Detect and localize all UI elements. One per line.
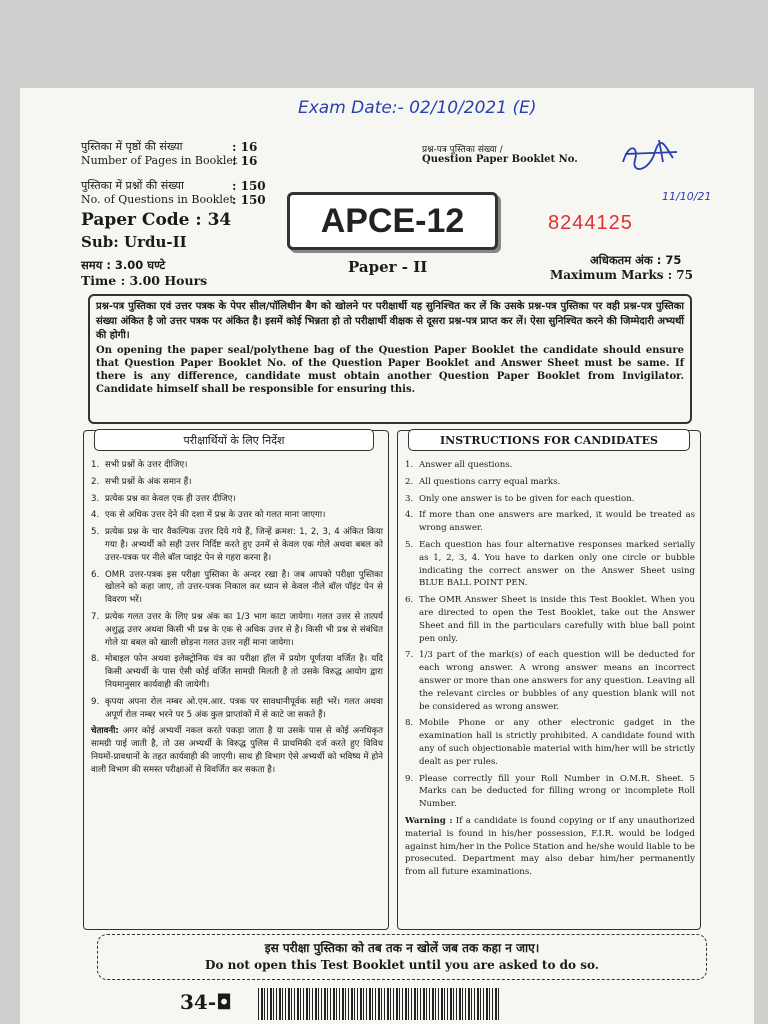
instruction-item (91, 459, 383, 472)
instruction-item (91, 476, 383, 489)
instruction-number: 9. (91, 696, 100, 707)
pages-label-hi: पुस्तिका में पृष्ठों की संख्या (81, 140, 183, 153)
seal-notice (88, 294, 692, 424)
warning-body: अगर कोई अभ्यर्थी नकल करते पकड़ा जाता है या उसके पास से कोई अनधिकृत सामग्री पाई जाती है, तो उस अभ्यर्थी के विरुद्ध पुलिस में प्राथमिकी दर्ज करते हुए विविध नियमों-प्रावधानों के तहत कार्यवाही की जाएगी। साथ ही विभाग ऐसे अभ्यर्थी को भविष्य में होने वाली विभाग की समस्त परीक्षाओं से विवर्जित कर सकता है। (91, 726, 383, 775)
instruction-number: 5. (405, 539, 414, 550)
instruction-number: 3. (405, 493, 414, 504)
pages-value-en: : 16 (232, 154, 258, 168)
instruction-item (405, 717, 695, 768)
instruction-text: Please correctly fill your Roll Number in O.M.R. Sheet. 5 Marks can be deducted for filling wrong or incomplete Roll Number. (419, 773, 695, 810)
barcode (258, 988, 500, 1020)
handwritten-exam-date: Exam Date:- 02/10/2021 (E) (298, 98, 537, 118)
instruction-number: 5. (91, 527, 100, 538)
paper-title: Paper - II (348, 258, 428, 276)
booklet-no-label-hi: प्रश्न-पत्र पुस्तिका संख्या / (422, 145, 503, 155)
instruction-number: 4. (91, 510, 100, 521)
handwritten-signature-date: 11/10/21 (662, 190, 712, 203)
pages-label-en: Number of Pages in Booklet (81, 154, 238, 167)
signature-icon (615, 132, 695, 192)
questions-value-en: : 150 (232, 193, 266, 207)
instruction-text: प्रत्येक गलत उत्तर के लिए प्रश्न अंक का 1/3 भाग काटा जायेगा। गलत उत्तर से तात्पर्य अशुद्ध उत्तर अथवा किसी भी प्रश्न के एक से अधिक उत्तर से है। किसी भी प्रश्न से संबंधित गोले या बबल को खाली छोड़ना गलत उत्तर नहीं माना जायेगा। (105, 611, 383, 648)
instruction-number: 1. (405, 460, 414, 470)
questions-label-hi: पुस्तिका में प्रश्नों की संख्या (81, 179, 184, 192)
instruction-number: 7. (91, 611, 100, 622)
instruction-number: 7. (405, 650, 414, 661)
instruction-text: Answer all questions. (419, 460, 513, 470)
footer-code: 34-◘ (180, 990, 232, 1014)
instruction-text: Only one answer is to be given for each question. (419, 493, 635, 504)
instruction-number: 6. (91, 569, 100, 580)
english-instructions (397, 430, 701, 930)
instruction-item (91, 653, 383, 691)
instruction-text: Mobile Phone or any other electronic gadget in the examination hall is strictly prohibited. A candidate found with any of such objectionable material with him/her will be strictly dealt as per rules. (419, 718, 695, 767)
warning-text (91, 725, 383, 776)
instruction-text: सभी प्रश्नों के उत्तर दीजिए। (105, 460, 188, 470)
instruction-item (91, 493, 383, 506)
instruction-number: 9. (405, 773, 414, 784)
warning-body: If a candidate is found copying or if any unauthorized material is found in his/her possession, F.I.R. would be lodged against him/her in the Police Station and he/she would liable to be prosecuted. Department may also debar him/her permanently from all future examinations. (405, 815, 695, 878)
instruction-item (405, 459, 695, 472)
instruction-text: 1/3 part of the mark(s) of each question will be deducted for each wrong answer. A wrong answer means an incorrect answer or more than one answers for any question. Leaving all the relevant circles or bubbles of any question blank will not be considered as wrong answer. (419, 650, 695, 712)
instruction-item (405, 649, 695, 713)
warning-label: चेतावनी: (91, 726, 119, 737)
instruction-text: प्रत्येक प्रश्न का केवल एक ही उत्तर दीजिए। (105, 493, 236, 504)
seal-notice-hi: प्रश्न-पत्र पुस्तिका एवं उत्तर पत्रक के पेपर सील/पॉलिथीन बैग को खोलने पर परीक्षार्थी यह सुनिश्चित कर लें कि उसके प्रश्न-पत्र पुस्तिका पर वही प्रश्न-पत्र पुस्तिका संख्या अंकित है जो उत्तर पत्रक पर अंकित है। इसमें कोई भिन्नता हो तो परीक्षार्थी वीक्षक से दूसरा प्रश्न-पत्र प्राप्त कर लें। ऐसा सुनिश्चित करने की जिम्मेदारी अभ्यर्थी की होगी। (96, 301, 684, 341)
instruction-item (91, 509, 383, 522)
hindi-instructions-heading: परीक्षार्थियों के लिए निर्देश (94, 429, 374, 451)
warning-text (405, 815, 695, 879)
do-not-open-en: Do not open this Test Booklet until you are asked to do so. (205, 958, 599, 972)
instruction-item (91, 526, 383, 564)
instruction-text: एक से अधिक उत्तर देने की दशा में प्रश्न के उत्तर को गलत माना जाएगा। (105, 510, 326, 521)
do-not-open-banner (97, 934, 707, 980)
instruction-item (405, 594, 695, 645)
booklet-no-label-en: Question Paper Booklet No. (422, 154, 578, 165)
instruction-text: The OMR Answer Sheet is inside this Test Booklet. When you are directed to open the Test Booklet, take out the Answer Sheet and fill in the particulars carefully with blue ball point pen only. (419, 595, 695, 644)
instruction-number: 8. (405, 718, 414, 729)
hindi-instructions (83, 430, 389, 930)
instruction-item (405, 539, 695, 590)
warning-item (405, 815, 695, 879)
instruction-text: मोबाइल फोन अथवा इलेक्ट्रोनिक यंत्र का परीक्षा हॉल में प्रयोग पूर्णतया वर्जित है। यदि किसी अभ्यर्थी के पास ऐसी कोई वर्जित सामग्री मिलती है तो उसके विरुद्ध आयोग द्वारा नियमानुसार कार्यवाही की जायेगी। (105, 654, 383, 690)
instruction-text: कृपया अपना रोल नम्बर ओ.एम.आर. पत्रक पर सावधानीपूर्वक सही भरें। गलत अथवा अपूर्ण रोल नम्बर भरने पर 5 अंक कुल प्राप्तांकों में से काटे जा सकते हैं। (105, 696, 383, 720)
time-en: Time : 3.00 Hours (81, 273, 208, 288)
max-marks-hi: अधिकतम अंक : 75 (590, 253, 682, 267)
warning-label: Warning : (405, 815, 453, 826)
instruction-number: 2. (405, 476, 414, 487)
booklet-number: 8244125 (548, 212, 633, 234)
instruction-item (91, 569, 383, 607)
english-instructions-list (405, 459, 695, 883)
instruction-item (405, 509, 695, 535)
hindi-instructions-list (91, 459, 383, 781)
warning-item (91, 725, 383, 776)
instruction-number: 4. (405, 510, 414, 521)
instruction-item (405, 493, 695, 506)
instruction-number: 3. (91, 493, 100, 504)
paper-code-box: APCE-12 (287, 192, 498, 250)
do-not-open-hi: इस परीक्षा पुस्तिका को तब तक न खोलें जब तक कहा न जाए। (264, 941, 540, 955)
subject: Sub: Urdu-II (81, 233, 187, 251)
instruction-number: 6. (405, 595, 414, 606)
instruction-item (91, 696, 383, 722)
english-instructions-heading: INSTRUCTIONS FOR CANDIDATES (408, 429, 690, 451)
instruction-text: Each question has four alternative responses marked serially as 1, 2, 3, 4. You have to darken only one circle or bubble indicating the correct answer on the Answer Sheet using BLUE BALL POINT PEN. (419, 539, 695, 589)
instruction-number: 8. (91, 654, 100, 665)
instruction-item (91, 611, 383, 649)
max-marks-en: Maximum Marks : 75 (550, 268, 694, 282)
instruction-item (405, 476, 695, 489)
questions-value: : 150 (232, 179, 266, 193)
instruction-number: 1. (91, 460, 100, 470)
instruction-text: If more than one answers are marked, it would be treated as wrong answer. (419, 510, 695, 534)
seal-notice-en: On opening the paper seal/polythene bag of the Question Paper Booklet the candidate should ensure that Question Paper Booklet No. of the Question Paper Booklet and Answer Sheet must be same. If there is any difference, candidate must obtain another Question Paper Booklet from Invigilator. Candidate himself shall be responsible for ensuring this. (96, 344, 684, 395)
questions-label-en: No. of Questions in Booklet (81, 193, 234, 206)
instruction-text: OMR उत्तर-पत्रक इस परीक्षा पुस्तिका के अन्दर रखा है। जब आपको परीक्षा पुस्तिका खोलने को कहा जाए, तो उत्तर-पत्रक निकाल कर ध्यान से केवल नीले बॉल पॉइंट पेन से विवरण भरें। (105, 569, 383, 606)
paper-code: Paper Code : 34 (81, 210, 232, 230)
instruction-text: सभी प्रश्नों के अंक समान हैं। (105, 476, 192, 487)
instruction-number: 2. (91, 476, 100, 487)
instruction-text: प्रत्येक प्रश्न के चार वैकल्पिक उत्तर दिये गये हैं, जिन्हें क्रमश: 1, 2, 3, 4 अंकित किया गया है। अभ्यर्थी को सही उत्तर निर्दिष्ट करते हुए उनमें से केवल एक गोले अथवा बबल को उत्तर-पत्रक पर नीले बॉल प्वाइंट पेन से गहरा करना है। (105, 527, 383, 563)
instruction-text: All questions carry equal marks. (419, 476, 561, 487)
instruction-item (405, 773, 695, 811)
pages-value: : 16 (232, 140, 258, 154)
time-hi: समय : 3.00 घण्टे (81, 258, 166, 272)
